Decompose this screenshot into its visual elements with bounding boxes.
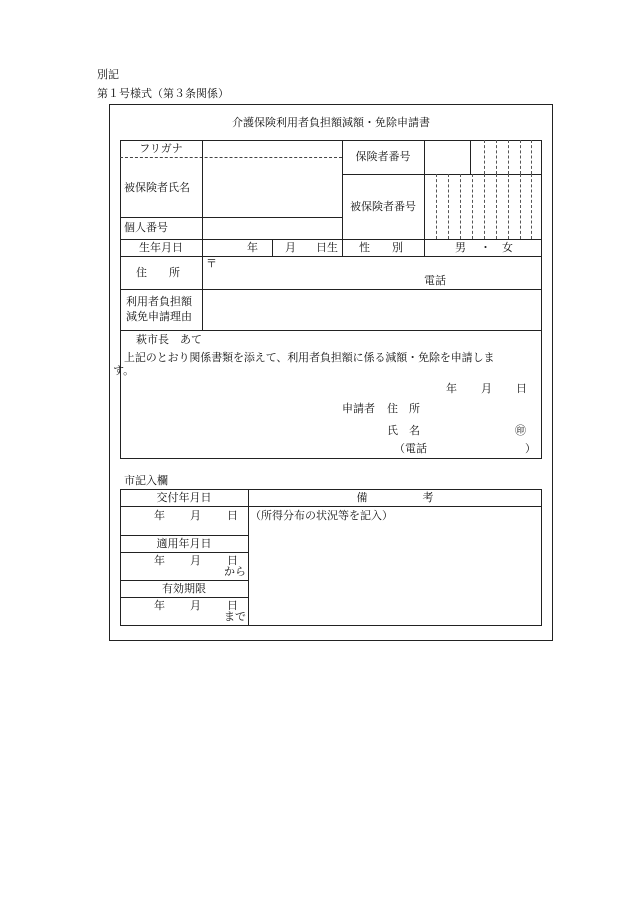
expiry-month-unit: 月 xyxy=(190,599,201,612)
applicant-address-label: 住 所 xyxy=(387,402,420,415)
birth-year-unit: 年 xyxy=(247,241,258,254)
expiry-day-unit: 日 xyxy=(227,599,238,612)
form-number: 第１号様式（第３条関係） xyxy=(97,87,229,100)
annex-label: 別記 xyxy=(97,68,119,81)
sex-label: 性 別 xyxy=(359,241,403,254)
issue-month-unit: 月 xyxy=(190,509,201,522)
reason-label-2: 減免申請理由 xyxy=(126,310,192,323)
decl-year-unit: 年 xyxy=(446,382,457,395)
issue-date-label: 交付年月日 xyxy=(156,491,212,504)
furigana-label: フリガナ xyxy=(139,142,183,155)
birth-month-unit: 月 xyxy=(285,241,296,254)
sex-male[interactable]: 男 xyxy=(455,241,466,254)
city-section-heading: 市記入欄 xyxy=(124,474,168,487)
postal-mark: 〒 xyxy=(206,257,217,270)
sex-female[interactable]: 女 xyxy=(502,241,513,254)
address-label: 住 所 xyxy=(136,266,180,279)
birthdate-label: 生年月日 xyxy=(139,241,183,254)
apply-month-unit: 月 xyxy=(190,554,201,567)
apply-day-unit: 日 xyxy=(227,554,238,567)
sex-separator: ・ xyxy=(480,241,491,254)
apply-year-unit: 年 xyxy=(154,554,165,567)
apply-suffix: から xyxy=(224,565,246,578)
declaration-line-2: す。 xyxy=(113,364,135,377)
seal-mark: ㊞ xyxy=(515,424,526,437)
applicant-phone-close: ） xyxy=(525,442,536,455)
issue-year-unit: 年 xyxy=(154,509,165,522)
decl-day-unit: 日 xyxy=(516,382,527,395)
insured-number-label: 被保険者番号 xyxy=(350,200,416,213)
addressee: 萩市長 あて xyxy=(136,333,202,346)
applicant-phone-open: （電話 xyxy=(394,442,427,455)
birth-day-unit: 日生 xyxy=(316,241,338,254)
applicant-label: 申請者 xyxy=(342,402,375,415)
personal-number-label: 個人番号 xyxy=(124,221,168,234)
expiry-suffix: まで xyxy=(224,610,246,623)
applicant-name-label: 氏 名 xyxy=(387,424,420,437)
expiry-label: 有効期限 xyxy=(162,582,206,595)
apply-date-label: 適用年月日 xyxy=(156,537,212,550)
remarks-label: 備 考 xyxy=(356,491,434,504)
remarks-note: （所得分布の状況等を記入） xyxy=(250,509,393,522)
decl-month-unit: 月 xyxy=(481,382,492,395)
insurer-number-label: 保険者番号 xyxy=(355,150,411,163)
declaration-line-1: 上記のとおり関係書類を添えて、利用者負担額に係る減額・免除を申請しま xyxy=(124,351,495,364)
expiry-year-unit: 年 xyxy=(154,599,165,612)
reason-label-1: 利用者負担額 xyxy=(126,295,192,308)
phone-label: 電話 xyxy=(424,274,446,287)
form-title: 介護保険利用者負担額減額・免除申請書 xyxy=(232,116,430,129)
issue-day-unit: 日 xyxy=(227,509,238,522)
insured-name-label: 被保険者氏名 xyxy=(124,181,190,194)
